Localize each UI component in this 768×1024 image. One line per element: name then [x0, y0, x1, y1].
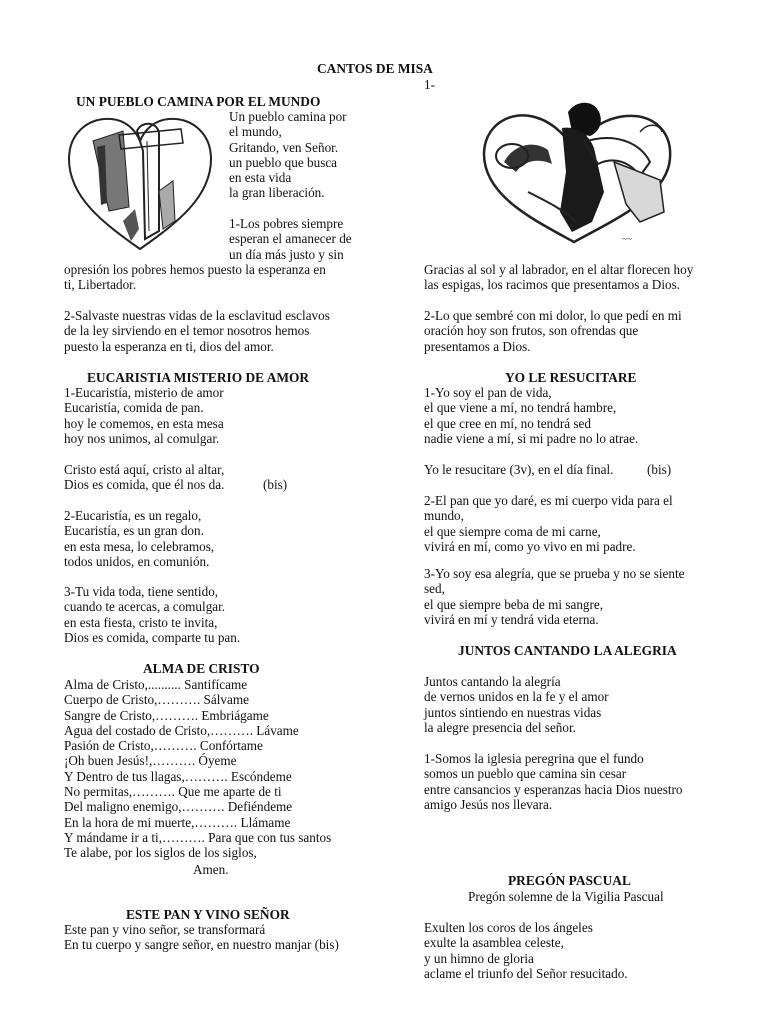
lyric-line: Un pueblo camina por [229, 109, 347, 124]
lyric-line: 3-Yo soy esa alegría, que se prueba y no se siente [424, 566, 685, 581]
lyric-line: En tu cuerpo y sangre señor, en nuestro manjar (bis) [64, 937, 339, 953]
lyric-line: Y Dentro de tus llagas,………. Escóndeme [64, 768, 292, 784]
song7-subtitle: Pregón solemne de la Vigilia Pascual [468, 889, 664, 904]
lyric-line: nadie viene a mí, si mi padre no lo atrae. [424, 430, 639, 446]
lyric-line: las espigas, los racimos que presentamos a Dios. [424, 277, 681, 293]
lyric-line: puesto la esperanza en ti, dios del amor. [64, 338, 274, 354]
song4-lines [64, 922, 339, 953]
song2-chorus [64, 462, 224, 493]
lyric-line: Alma de Cristo,.......... Santifícame [64, 677, 248, 692]
lyric-line: 2-El pan que yo daré, es mi cuerpo vida para el [424, 493, 673, 508]
song1-verse1-narrow [229, 216, 352, 262]
song6-verse1 [424, 751, 683, 812]
song1-verse1-wide [64, 262, 326, 293]
lyric-line: Gracias al sol y al labrador, en el altar florecen hoy [424, 262, 694, 277]
lyric-line: todos unidos, en comunión. [64, 553, 210, 569]
lyric-line: el que cree en mí, no tendrá sed [424, 415, 591, 431]
lyric-line: en esta fiesta, cristo te invita, [64, 614, 218, 630]
song2-verse1 [64, 385, 224, 446]
lyric-line: Eucaristía, es un gran don. [64, 523, 204, 539]
song-title-alma-de-cristo: ALMA DE CRISTO [143, 661, 260, 676]
lyric-line: amigo Jesús nos llevara. [424, 796, 553, 812]
lyric-line: Exulten los coros de los ángeles [424, 920, 593, 935]
lyric-line: 1-Somos la iglesia peregrina que el fundo [424, 751, 644, 766]
song5-verse2 [424, 493, 673, 554]
lyric-line: 2-Salvaste nuestras vidas de la esclavitud esclavos [64, 308, 330, 323]
lyric-line: Del maligno enemigo,………. Defiéndeme [64, 799, 293, 815]
lyric-line: Cuerpo de Cristo,………. Sálvame [64, 692, 249, 708]
lyric-line: Pasión de Cristo,………. Confórtame [64, 738, 263, 754]
heart-with-cross-and-cloth-icon [63, 111, 217, 253]
song1-right-verse [424, 262, 693, 293]
lyric-line: entre cansancios y esperanzas hacia Dios nuestro [424, 781, 683, 797]
lyric-line: el que siempre beba de mi sangre, [424, 596, 604, 612]
lyric-line: Cristo está aquí, cristo al altar, [64, 462, 225, 477]
lyric-line: de la ley sirviendo en el temor nosotros hemos [64, 323, 310, 339]
lyric-line: en esta vida [229, 170, 292, 186]
lyric-line: mundo, [424, 508, 464, 524]
lyric-line: En la hora de mi muerte,………. Llámame [64, 814, 291, 830]
lyric-line: Dios es comida, comparte tu pan. [64, 629, 241, 645]
heart-with-figure-embrace-icon [464, 92, 686, 250]
song7-lines [424, 920, 628, 981]
lyric-line: Y mándame ir a ti,………. Para que con tus santos [64, 829, 332, 845]
lyric-line: ¡Oh buen Jesús!,………. Óyeme [64, 753, 237, 769]
lyric-line: 2-Lo que sembré con mi dolor, lo que pedí en mi [424, 308, 682, 323]
song5-verse1 [424, 385, 638, 446]
song-title-pregon-pascual: PREGÓN PASCUAL [508, 873, 631, 888]
lyric-line: un día más justo y sin [229, 246, 344, 262]
lyric-line: juntos sintiendo en nuestras vidas [424, 704, 602, 720]
lyric-line: Este pan y vino señor, se transformará [64, 922, 266, 937]
lyric-line: de vernos unidos en la fe y el amor [424, 689, 609, 705]
lyric-line: somos un pueblo que camina sin cesar [424, 766, 627, 782]
lyric-line: exulte la asamblea celeste, [424, 935, 564, 951]
lyric-line: Juntos cantando la alegría [424, 674, 561, 689]
lyric-line: esperan el amanecer de [229, 231, 352, 247]
song-title-un-pueblo: UN PUEBLO CAMINA POR EL MUNDO [76, 94, 321, 109]
song-title-yo-le-resucitare: YO LE RESUCITARE [505, 370, 637, 385]
lyric-line: oración hoy son frutos, son ofrendas que [424, 323, 639, 339]
song5-chorus: Yo le resucitare (3v), en el día final. [424, 462, 614, 477]
lyric-line: ti, Libertador. [64, 277, 137, 293]
song2-verse3 [64, 584, 240, 645]
lyric-line: y un himno de gloria [424, 950, 534, 966]
song3-lines [64, 677, 331, 861]
lyric-line: la alegre presencia del señor. [424, 719, 576, 735]
song5-verse3 [424, 566, 685, 627]
lyric-line: el que siempre coma de mi carne, [424, 523, 601, 539]
lyric-line: 1-Eucaristía, misterio de amor [64, 385, 224, 400]
lyric-line: presentamos a Dios. [424, 338, 531, 354]
song3-amen: Amen. [193, 862, 229, 877]
song2-bis: (bis) [263, 477, 288, 492]
lyric-line: un pueblo que busca [229, 154, 338, 170]
svg-text:~~: ~~ [622, 234, 632, 244]
lyric-line: Gritando, ven Señor. [229, 139, 339, 155]
lyric-line: No permitas,………. Que me aparte de ti [64, 784, 282, 800]
lyric-line: aclame el triunfo del Señor resucitado. [424, 965, 628, 981]
page-title: CANTOS DE MISA [317, 61, 433, 76]
page-number: 1- [424, 77, 435, 92]
lyric-line: hoy nos unimos, al comulgar. [64, 430, 220, 446]
lyric-line: hoy le comemos, en esta mesa [64, 415, 224, 431]
song-title-juntos-cantando: JUNTOS CANTANDO LA ALEGRIA [458, 643, 677, 658]
lyric-line: 1-Los pobres siempre [229, 216, 344, 231]
song1-chorus [229, 109, 347, 201]
song-title-eucaristia: EUCARISTIA MISTERIO DE AMOR [87, 370, 310, 385]
lyric-line: Agua del costado de Cristo,………. Lávame [64, 722, 299, 738]
song2-verse2 [64, 508, 214, 569]
song1-right-verse2 [424, 308, 682, 354]
lyric-line: el mundo, [229, 124, 282, 140]
lyric-line: 2-Eucaristía, es un regalo, [64, 508, 202, 523]
song1-verse2 [64, 308, 330, 354]
lyric-line: vivirá en mí y tendrá vida eterna. [424, 611, 599, 627]
lyric-line: Te alabe, por los siglos de los siglos, [64, 845, 257, 861]
lyric-line: Sangre de Cristo,………. Embriágame [64, 707, 269, 723]
lyric-line: en esta mesa, lo celebramos, [64, 538, 215, 554]
lyric-line: el que viene a mí, no tendrá hambre, [424, 400, 617, 416]
song5-bis: (bis) [647, 462, 672, 477]
lyric-line: 3-Tu vida toda, tiene sentido, [64, 584, 219, 599]
lyric-line: Eucaristía, comida de pan. [64, 400, 204, 416]
lyric-line: Dios es comida, que él nos da. [64, 477, 225, 493]
lyric-line: 1-Yo soy el pan de vida, [424, 385, 552, 400]
lyric-line: cuando te acercas, a comulgar. [64, 599, 226, 615]
song-title-este-pan: ESTE PAN Y VINO SEÑOR [126, 907, 290, 922]
lyric-line: opresión los pobres hemos puesto la esperanza en [64, 262, 326, 277]
lyric-line: la gran liberación. [229, 185, 325, 201]
lyric-line: vivirá en mí, como yo vivo en mi padre. [424, 538, 636, 554]
lyric-line: sed, [424, 581, 445, 597]
song6-chorus [424, 674, 609, 735]
